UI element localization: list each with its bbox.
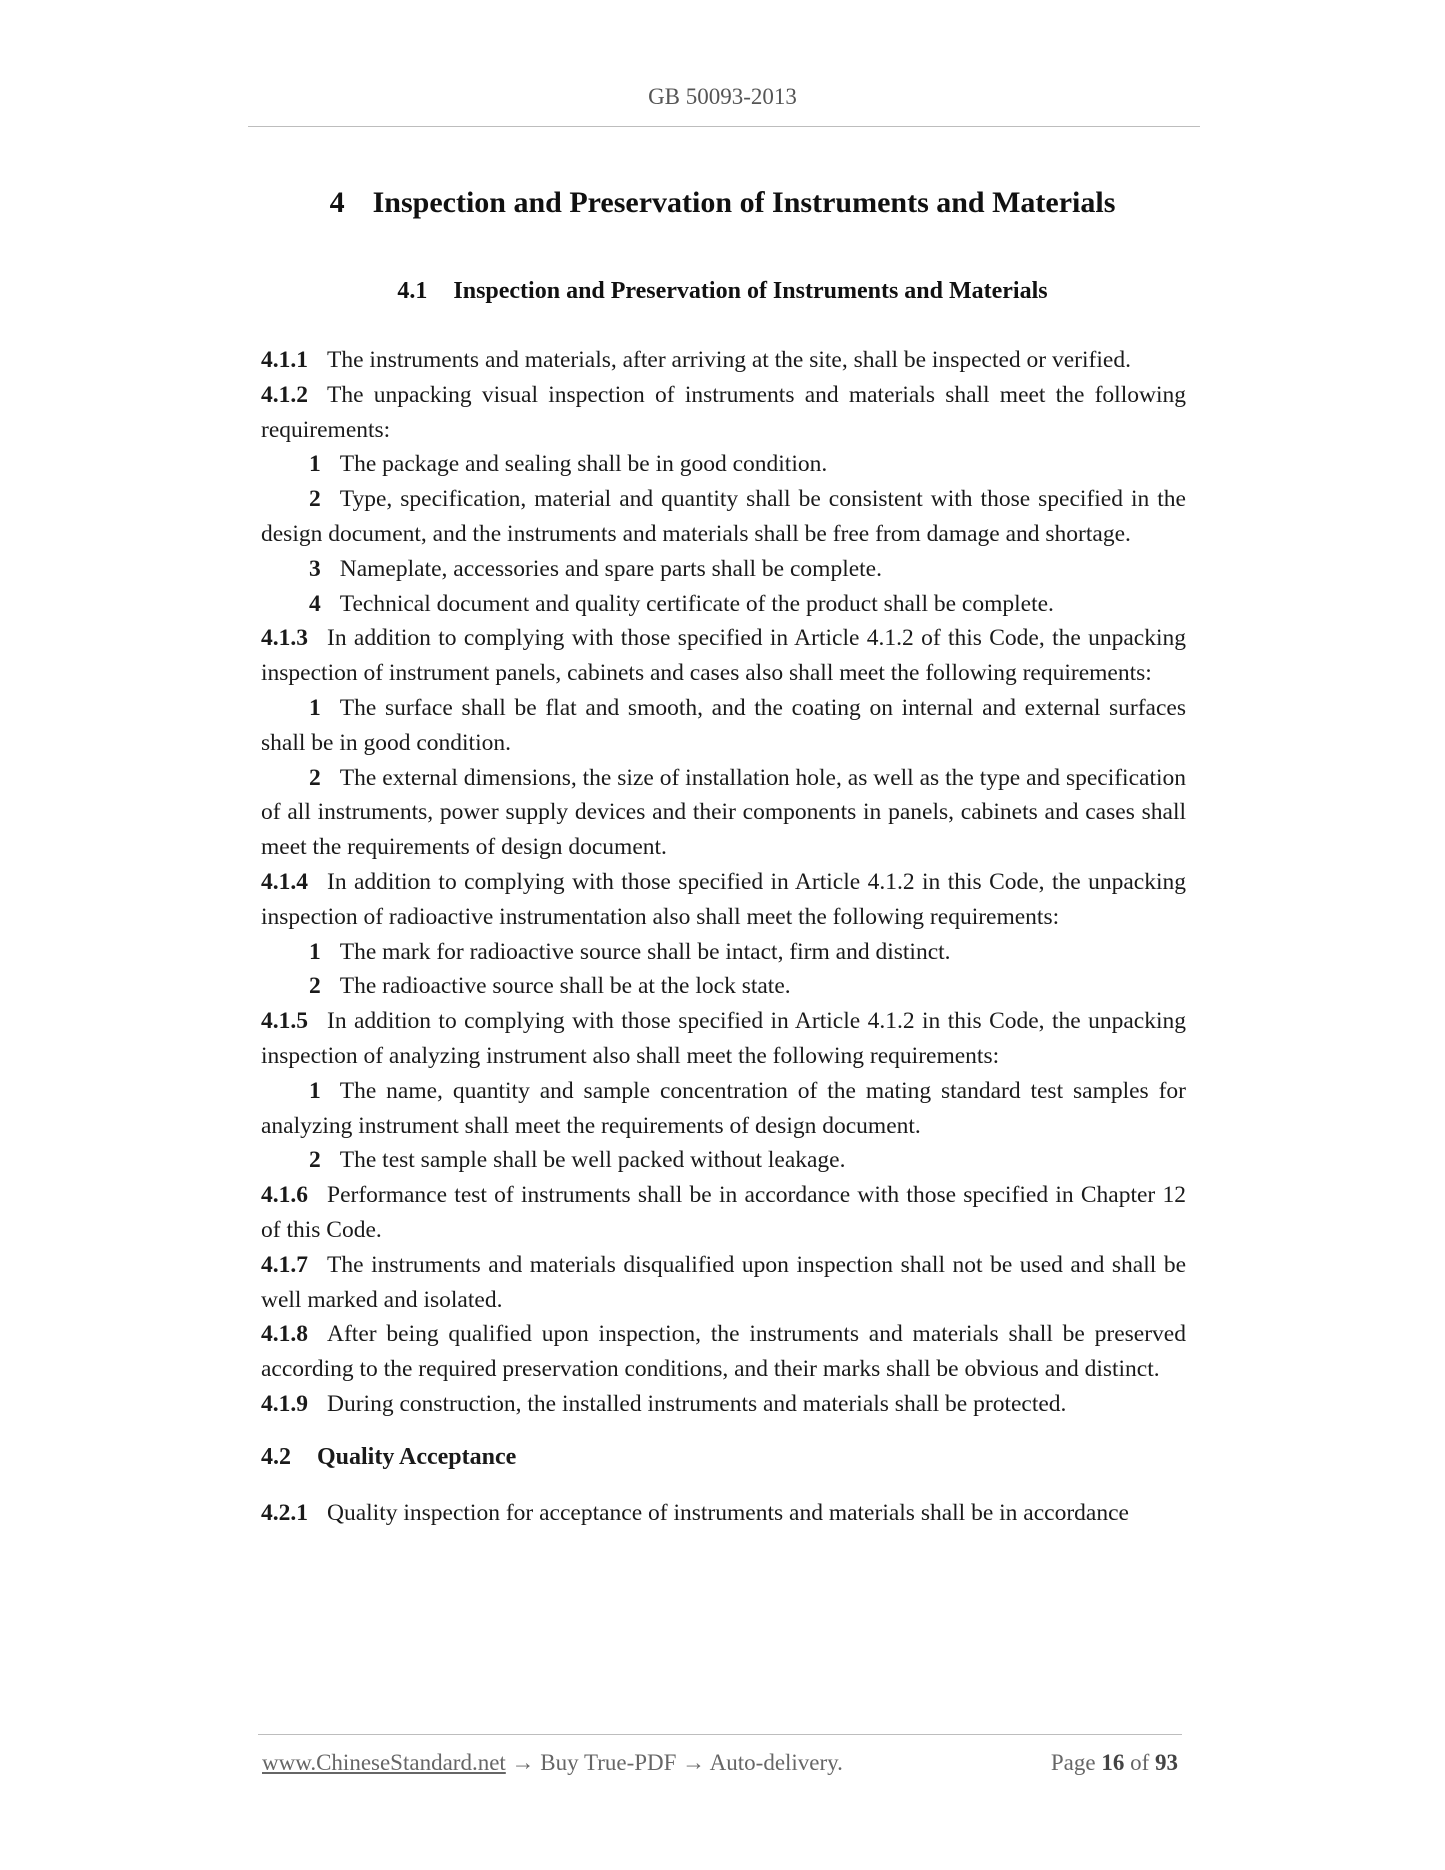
clause-4-1-1 bbox=[261, 343, 1186, 378]
clause-text: In addition to complying with those specified in Article 4.1.2 in this Code, the unpacking inspection of radioactive instrumentation also shall meet the following requirements: bbox=[261, 868, 1186, 930]
site-link[interactable]: www.ChineseStandard.net bbox=[262, 1750, 506, 1775]
clause-number: 4.1.2 bbox=[261, 381, 308, 408]
clause-4-1-9 bbox=[261, 1387, 1186, 1422]
clause-text: The instruments and materials disqualified upon inspection shall not be used and shall be well marked and isolated. bbox=[261, 1251, 1186, 1313]
clause-number: 4.1.1 bbox=[261, 347, 308, 373]
page-label: Page bbox=[1050, 1750, 1096, 1775]
clause-text: Technical document and quality certificate of the product shall be complete. bbox=[339, 590, 1054, 617]
clause-text: The package and sealing shall be in good condition. bbox=[339, 451, 828, 478]
section-number: 4.2 bbox=[261, 1443, 291, 1470]
clause-number: 4.1.9 bbox=[261, 1390, 308, 1417]
clause-number: 4.1.6 bbox=[261, 1182, 308, 1209]
clause-4-1-8 bbox=[261, 1317, 1186, 1387]
clause-4-1-7 bbox=[261, 1248, 1186, 1318]
clause-text: Nameplate, accessories and spare parts shall be complete. bbox=[339, 555, 882, 582]
chapter-heading bbox=[0, 186, 1445, 220]
list-item bbox=[261, 761, 1186, 865]
clause-number: 4.1.5 bbox=[261, 1008, 308, 1035]
section-4-1-heading bbox=[0, 278, 1445, 305]
item-number: 2 bbox=[309, 1147, 321, 1174]
clause-number: 4.1.3 bbox=[261, 625, 308, 652]
clause-text: The instruments and materials, after arriving at the site, shall be inspected or verified. bbox=[327, 347, 1131, 373]
section-title: Quality Acceptance bbox=[317, 1443, 517, 1470]
clause-4-1-5 bbox=[261, 1004, 1186, 1074]
item-number: 1 bbox=[309, 938, 321, 965]
clause-text: The mark for radioactive source shall be intact, firm and distinct. bbox=[339, 938, 951, 965]
clause-text: During construction, the installed instruments and materials shall be protected. bbox=[327, 1390, 1067, 1417]
section-4-2-heading bbox=[261, 1440, 1186, 1474]
footer-promo: → Buy True-PDF → Auto-delivery. bbox=[505, 1750, 843, 1775]
list-item bbox=[261, 587, 1186, 622]
clause-4-1-4 bbox=[261, 865, 1186, 935]
clause-text: In addition to complying with those specified in Article 4.1.2 in this Code, the unpacking inspection of analyzing instrument also shall meet the following requirements: bbox=[261, 1008, 1186, 1069]
chapter-title: Inspection and Preservation of Instruments and Materials bbox=[372, 186, 1116, 219]
item-number: 2 bbox=[309, 486, 321, 513]
clause-4-1-3 bbox=[261, 621, 1186, 691]
clause-number: 4.1.4 bbox=[261, 868, 308, 895]
item-number: 4 bbox=[309, 590, 321, 617]
clause-number: 4.2.1 bbox=[261, 1499, 308, 1526]
clause-4-1-2 bbox=[261, 378, 1186, 448]
list-item bbox=[261, 1074, 1186, 1144]
list-item bbox=[261, 552, 1186, 587]
footer bbox=[262, 1750, 1182, 1776]
clause-text: The unpacking visual inspection of instruments and materials shall meet the following requirements: bbox=[261, 381, 1186, 443]
item-number: 1 bbox=[309, 1077, 321, 1104]
list-item bbox=[261, 935, 1186, 970]
clause-text: The external dimensions, the size of installation hole, as well as the type and specification of all instruments, power supply devices and their components in panels, cabinets and cases shall meet the requirements of design document. bbox=[261, 764, 1186, 861]
item-number: 1 bbox=[309, 451, 321, 478]
clause-4-2-1 bbox=[261, 1496, 1186, 1531]
clause-number: 4.1.8 bbox=[261, 1321, 308, 1348]
page-number: 16 bbox=[1101, 1750, 1125, 1775]
document-code-header: GB 50093-2013 bbox=[648, 84, 797, 109]
clause-text: The test sample shall be well packed without leakage. bbox=[339, 1147, 846, 1174]
section-title: Inspection and Preservation of Instruments and Materials bbox=[453, 278, 1048, 304]
list-item bbox=[261, 1143, 1186, 1178]
clause-text: In addition to complying with those specified in Article 4.1.2 of this Code, the unpacking inspection of instrument panels, cabinets and cases also shall meet the following requirements: bbox=[261, 625, 1186, 687]
clause-text: Performance test of instruments shall be in accordance with those specified in Chapter 12 of this Code. bbox=[261, 1182, 1186, 1243]
clause-text: The surface shall be flat and smooth, and the coating on internal and external surfaces shall be in good condition. bbox=[261, 694, 1186, 756]
clause-number: 4.1.7 bbox=[261, 1251, 308, 1278]
clause-text: After being qualified upon inspection, the instruments and materials shall be preserved according to the required preservation conditions, and their marks shall be obvious and distinct. bbox=[261, 1321, 1186, 1383]
document-body bbox=[261, 343, 1186, 1531]
clause-text: Quality inspection for acceptance of instruments and materials shall be in accordance bbox=[327, 1499, 1129, 1526]
list-item bbox=[261, 482, 1186, 552]
item-number: 3 bbox=[309, 555, 321, 582]
page-indicator bbox=[1051, 1750, 1178, 1776]
clause-text: Type, specification, material and quantity shall be consistent with those specified in the design document, and the instruments and materials shall be free from damage and shortage. bbox=[261, 486, 1186, 547]
page-total: 93 bbox=[1155, 1750, 1178, 1775]
chapter-number: 4 bbox=[329, 186, 345, 219]
footer-rule bbox=[258, 1734, 1182, 1735]
list-item bbox=[261, 969, 1186, 1004]
clause-4-1-6 bbox=[261, 1178, 1186, 1248]
clause-text: The radioactive source shall be at the lock state. bbox=[339, 973, 791, 1000]
header-rule bbox=[248, 126, 1200, 127]
item-number: 1 bbox=[309, 694, 321, 721]
list-item bbox=[261, 447, 1186, 482]
section-number: 4.1 bbox=[397, 278, 428, 304]
list-item bbox=[261, 691, 1186, 761]
item-number: 2 bbox=[309, 764, 321, 791]
clause-text: The name, quantity and sample concentration of the mating standard test samples for analyzing instrument shall meet the requirements of design document. bbox=[261, 1077, 1186, 1139]
item-number: 2 bbox=[309, 973, 321, 1000]
clauses-list bbox=[261, 343, 1186, 1422]
of-label: of bbox=[1130, 1750, 1150, 1775]
